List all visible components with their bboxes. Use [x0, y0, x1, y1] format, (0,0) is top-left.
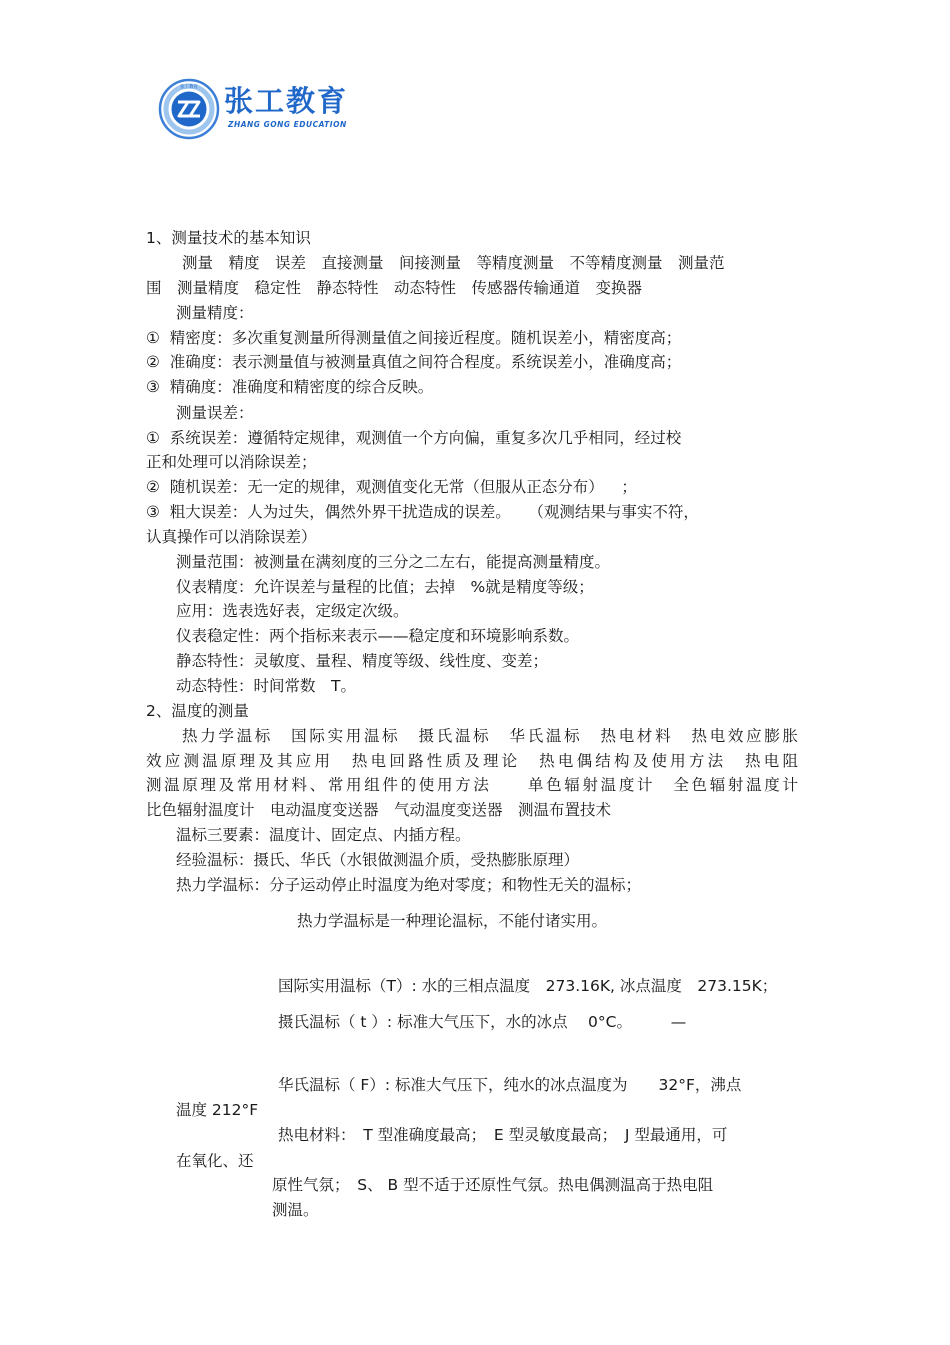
paragraph-line: 原性气氛； S、 B 型不适于还原性气氛。热电偶测温高于热电阻	[272, 1176, 714, 1194]
list-item: ① 精密度：多次重复测量所得测量值之间接近程度。随机误差小，精密度高；	[146, 329, 682, 347]
paragraph-line: 静态特性：灵敏度、量程、精度等级、线性度、变差；	[176, 652, 549, 670]
logo-subtitle: ZHANG GONG EDUCATION	[228, 120, 347, 129]
keyword-line: 测温原理及常用材料、常用组件的使用方法 单色辐射温度计 全色辐射温度计	[146, 776, 798, 794]
paragraph-line: 动态特性：时间常数 T。	[176, 677, 356, 695]
paragraph-line: 热电材料： T 型准确度最高； E 型灵敏度最高； J 型最通用，可	[278, 1126, 728, 1144]
paragraph-line: 摄氏温标（ t ）: 标准大气压下，水的冰点 0°C。 —	[278, 1013, 687, 1031]
logo-title: 张工教育	[224, 84, 349, 118]
keyword-line: 测量 精度 误差 直接测量 间接测量 等精度测量 不等精度测量 测量范	[182, 254, 725, 272]
paragraph-line: 经验温标：摄氏、华氏（水银做测温介质，受热膨胀原理）	[176, 851, 580, 869]
paragraph-line: 应用：选表选好表，定级定次级。	[176, 602, 409, 620]
paragraph-line: 热力学温标是一种理论温标，不能付诸实用。	[297, 912, 608, 930]
keyword-line: 比色辐射温度计 电动温度变送器 气动温度变送器 测温布置技术	[146, 801, 612, 819]
paragraph-line: 国际实用温标（T）: 水的三相点温度 273.16K, 冰点温度 273.15K；	[278, 977, 778, 995]
paragraph-line: 仪表稳定性：两个指标来表示——稳定度和环境影响系数。	[176, 627, 580, 645]
section-heading: 1、测量技术的基本知识	[146, 229, 311, 247]
brand-logo	[158, 78, 378, 142]
list-item: ③ 粗大误差：人为过失，偶然外界干扰造成的误差。 （观测结果与事实不符，	[146, 503, 699, 521]
subheading: 测量误差：	[176, 404, 254, 422]
list-item: ③ 精确度：准确度和精密度的综合反映。	[146, 378, 434, 396]
list-item: ① 系统误差：遵循特定规律，观测值一个方向偏，重复多次几乎相同，经过校	[146, 429, 682, 447]
list-item-continuation: 正和处理可以消除误差；	[146, 453, 317, 471]
keyword-line: 热力学温标 国际实用温标 摄氏温标 华氏温标 热电材料 热电效应膨胀	[182, 727, 798, 745]
paragraph-line: 华氏温标（ F）: 标准大气压下，纯水的冰点温度为 32°F，沸点	[278, 1076, 742, 1094]
paragraph-line: 热力学温标：分子运动停止时温度为绝对零度；和物性无关的温标；	[176, 876, 642, 894]
paragraph-line: 测量范围：被测量在满刻度的三分之二左右，能提高测量精度。	[176, 553, 611, 571]
logo-seal-text: 张工教育	[180, 85, 198, 90]
paragraph-line: 仪表精度：允许误差与量程的比值；去掉 %就是精度等级；	[176, 578, 594, 596]
logo-emblem-icon	[158, 78, 220, 140]
paragraph-line: 温标三要素：温度计、固定点、内插方程。	[176, 826, 471, 844]
list-item-continuation: 认真操作可以消除误差）	[146, 528, 317, 546]
paragraph-continuation: 温度 212°F	[176, 1101, 259, 1119]
paragraph-line: 测温。	[272, 1201, 319, 1219]
list-item: ② 随机误差：无一定的规律，观测值变化无常（但服从正态分布） ；	[146, 478, 637, 496]
section-heading: 2、温度的测量	[146, 702, 249, 720]
subheading: 测量精度：	[176, 304, 254, 322]
keyword-line: 效应测温原理及其应用 热电回路性质及理论 热电偶结构及使用方法 热电阻	[146, 752, 798, 770]
paragraph-continuation: 在氧化、还	[176, 1152, 254, 1170]
list-item: ② 准确度：表示测量值与被测量真值之间符合程度。系统误差小，准确度高；	[146, 353, 682, 371]
keyword-line: 围 测量精度 稳定性 静态特性 动态特性 传感器传输通道 变换器	[146, 279, 643, 297]
